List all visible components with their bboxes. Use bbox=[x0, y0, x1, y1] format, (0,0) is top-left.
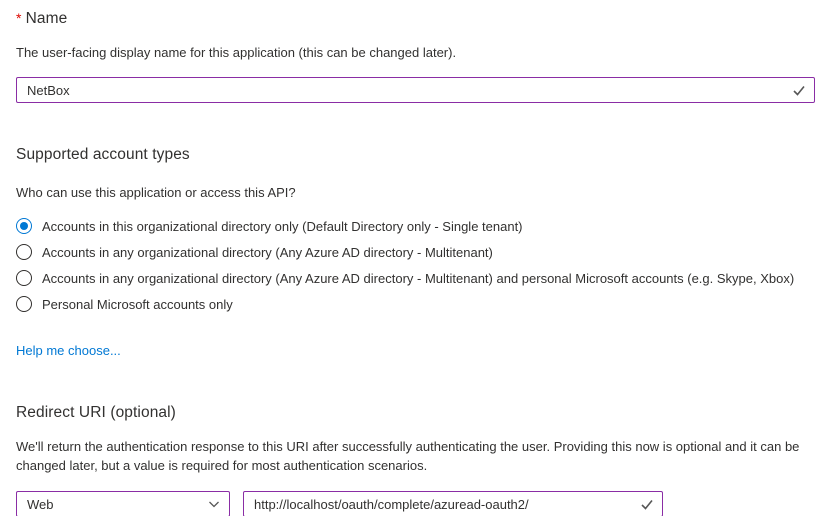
name-input-wrap bbox=[16, 77, 815, 103]
radio-option-multitenant-personal[interactable] bbox=[16, 265, 815, 291]
redirect-uri-section bbox=[16, 404, 815, 516]
redirect-uri-input[interactable] bbox=[243, 491, 663, 516]
redirect-uri-controls bbox=[16, 491, 815, 516]
radio-button-icon[interactable] bbox=[16, 218, 32, 234]
name-section-title bbox=[16, 10, 815, 28]
redirect-uri-title: Redirect URI (optional) bbox=[16, 404, 176, 421]
radio-option-personal-only[interactable] bbox=[16, 291, 815, 317]
account-types-radio-group bbox=[16, 213, 815, 317]
radio-option-label: Accounts in any organizational directory (Any Azure AD directory - Multitenant) bbox=[42, 244, 493, 260]
platform-select-value: Web bbox=[27, 496, 54, 512]
name-section bbox=[16, 10, 815, 103]
radio-button-icon[interactable] bbox=[16, 244, 32, 260]
account-types-section bbox=[16, 146, 815, 360]
radio-option-label: Accounts in any organizational directory (Any Azure AD directory - Multitenant) and personal Microsoft accounts (e.g. Skype, Xbox) bbox=[42, 270, 795, 286]
platform-select[interactable] bbox=[16, 491, 230, 516]
redirect-uri-input-wrap bbox=[243, 491, 663, 516]
redirect-uri-description: We'll return the authentication response to this URI after successfully authenticating the user. Providing this now is optional and it can be changed later, but a value is required for most authentication scenarios. bbox=[16, 439, 800, 473]
radio-option-label: Personal Microsoft accounts only bbox=[42, 296, 233, 312]
name-title-text: Name bbox=[25, 10, 68, 27]
account-types-title: Supported account types bbox=[16, 146, 190, 163]
radio-button-icon[interactable] bbox=[16, 270, 32, 286]
chevron-down-icon bbox=[208, 498, 220, 510]
radio-option-single-tenant[interactable] bbox=[16, 213, 815, 239]
radio-option-label: Accounts in this organizational directory only (Default Directory only - Single tenant) bbox=[42, 218, 523, 234]
help-me-choose-link[interactable]: Help me choose... bbox=[16, 343, 121, 358]
radio-button-icon[interactable] bbox=[16, 296, 32, 312]
required-asterisk: * bbox=[16, 10, 22, 26]
radio-option-multitenant[interactable] bbox=[16, 239, 815, 265]
name-input[interactable] bbox=[16, 77, 815, 103]
account-types-question: Who can use this application or access this API? bbox=[16, 185, 296, 200]
name-description: The user-facing display name for this application (this can be changed later). bbox=[16, 45, 457, 60]
